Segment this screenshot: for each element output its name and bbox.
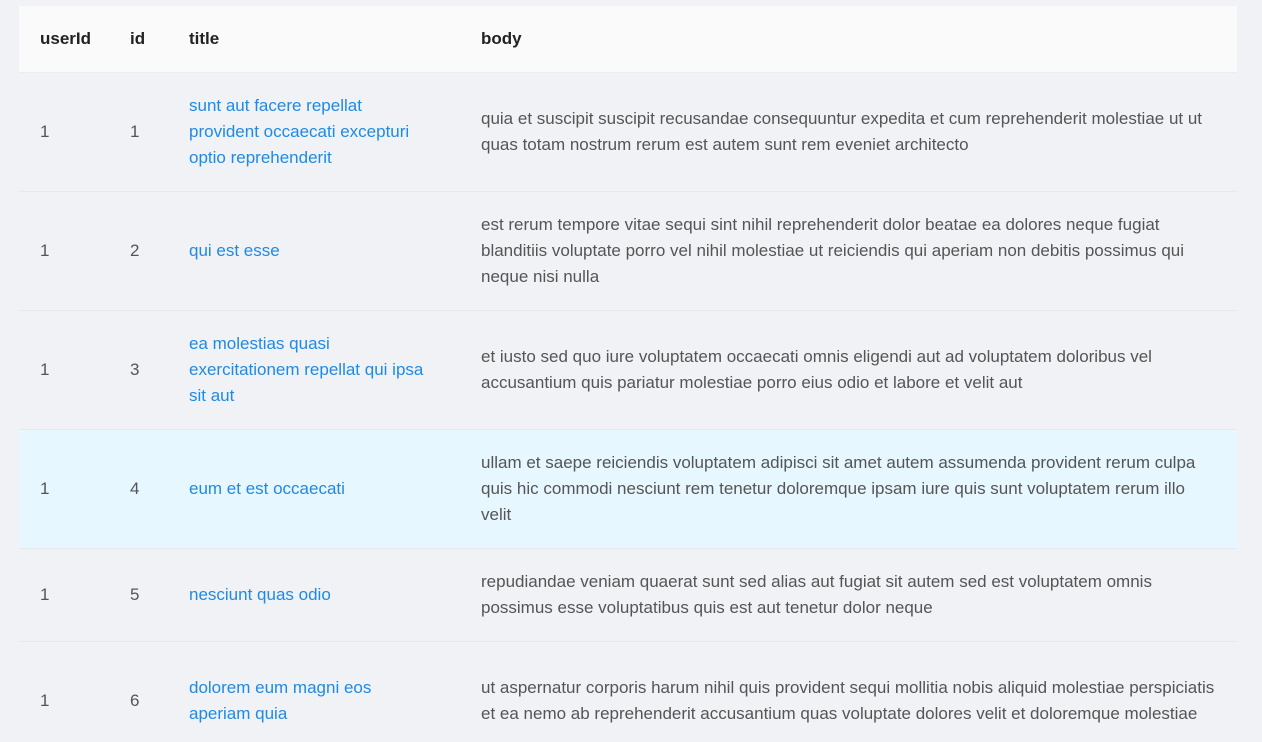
column-header-id: id <box>109 6 168 73</box>
cell-id: 6 <box>109 642 168 742</box>
cell-body: ullam et saepe reiciendis voluptatem adipisci sit amet autem assumenda provident rerum culpa quis hic commodi nesciunt rem tenetur doloremque ipsam iure quis sunt voluptatem rerum illo velit <box>460 430 1237 549</box>
cell-title <box>168 642 460 742</box>
posts-table <box>19 6 1237 742</box>
column-header-userid: userId <box>19 6 109 73</box>
post-title-link[interactable]: ea molestias quasi exercitationem repellat qui ipsa sit aut <box>189 334 424 405</box>
cell-userid: 1 <box>19 311 109 430</box>
posts-table-container <box>19 6 1237 742</box>
cell-userid: 1 <box>19 192 109 311</box>
post-title-link[interactable]: sunt aut facere repellat provident occaecati excepturi optio reprehenderit <box>189 96 410 167</box>
cell-id: 2 <box>109 192 168 311</box>
cell-id: 5 <box>109 549 168 642</box>
cell-id: 3 <box>109 311 168 430</box>
cell-body: ut aspernatur corporis harum nihil quis provident sequi mollitia nobis aliquid molestiae perspiciatis et ea nemo ab reprehenderit accusantium quas voluptate dolores velit et doloremque molestiae <box>460 642 1237 742</box>
cell-title <box>168 192 460 311</box>
post-title-link[interactable]: qui est esse <box>189 241 280 260</box>
table-row[interactable] <box>19 73 1237 192</box>
table-row[interactable] <box>19 311 1237 430</box>
cell-body: et iusto sed quo iure voluptatem occaecati omnis eligendi aut ad voluptatem doloribus vel accusantium quis pariatur molestiae porro eius odio et labore et velit aut <box>460 311 1237 430</box>
post-title-link[interactable]: dolorem eum magni eos aperiam quia <box>189 678 372 723</box>
table-row[interactable] <box>19 192 1237 311</box>
cell-title <box>168 430 460 549</box>
cell-body: est rerum tempore vitae sequi sint nihil reprehenderit dolor beatae ea dolores neque fugiat blanditiis voluptate porro vel nihil molestiae ut reiciendis qui aperiam non debitis possimus qui neque nisi nulla <box>460 192 1237 311</box>
column-header-body: body <box>460 6 1237 73</box>
post-title-link[interactable]: nesciunt quas odio <box>189 585 331 604</box>
cell-userid: 1 <box>19 549 109 642</box>
cell-userid: 1 <box>19 73 109 192</box>
cell-body: repudiandae veniam quaerat sunt sed alias aut fugiat sit autem sed est voluptatem omnis possimus esse voluptatibus quis est aut tenetur dolor neque <box>460 549 1237 642</box>
cell-body: quia et suscipit suscipit recusandae consequuntur expedita et cum reprehenderit molestiae ut ut quas totam nostrum rerum est autem sunt rem eveniet architecto <box>460 73 1237 192</box>
table-row[interactable] <box>19 549 1237 642</box>
table-header <box>19 6 1237 73</box>
table-body <box>19 73 1237 742</box>
table-row[interactable] <box>19 642 1237 742</box>
cell-title <box>168 73 460 192</box>
cell-title <box>168 311 460 430</box>
cell-id: 4 <box>109 430 168 549</box>
post-title-link[interactable]: eum et est occaecati <box>189 479 345 498</box>
cell-id: 1 <box>109 73 168 192</box>
cell-userid: 1 <box>19 430 109 549</box>
cell-userid: 1 <box>19 642 109 742</box>
header-row <box>19 6 1237 73</box>
cell-title <box>168 549 460 642</box>
table-row-hovered[interactable] <box>19 430 1237 549</box>
column-header-title: title <box>168 6 460 73</box>
